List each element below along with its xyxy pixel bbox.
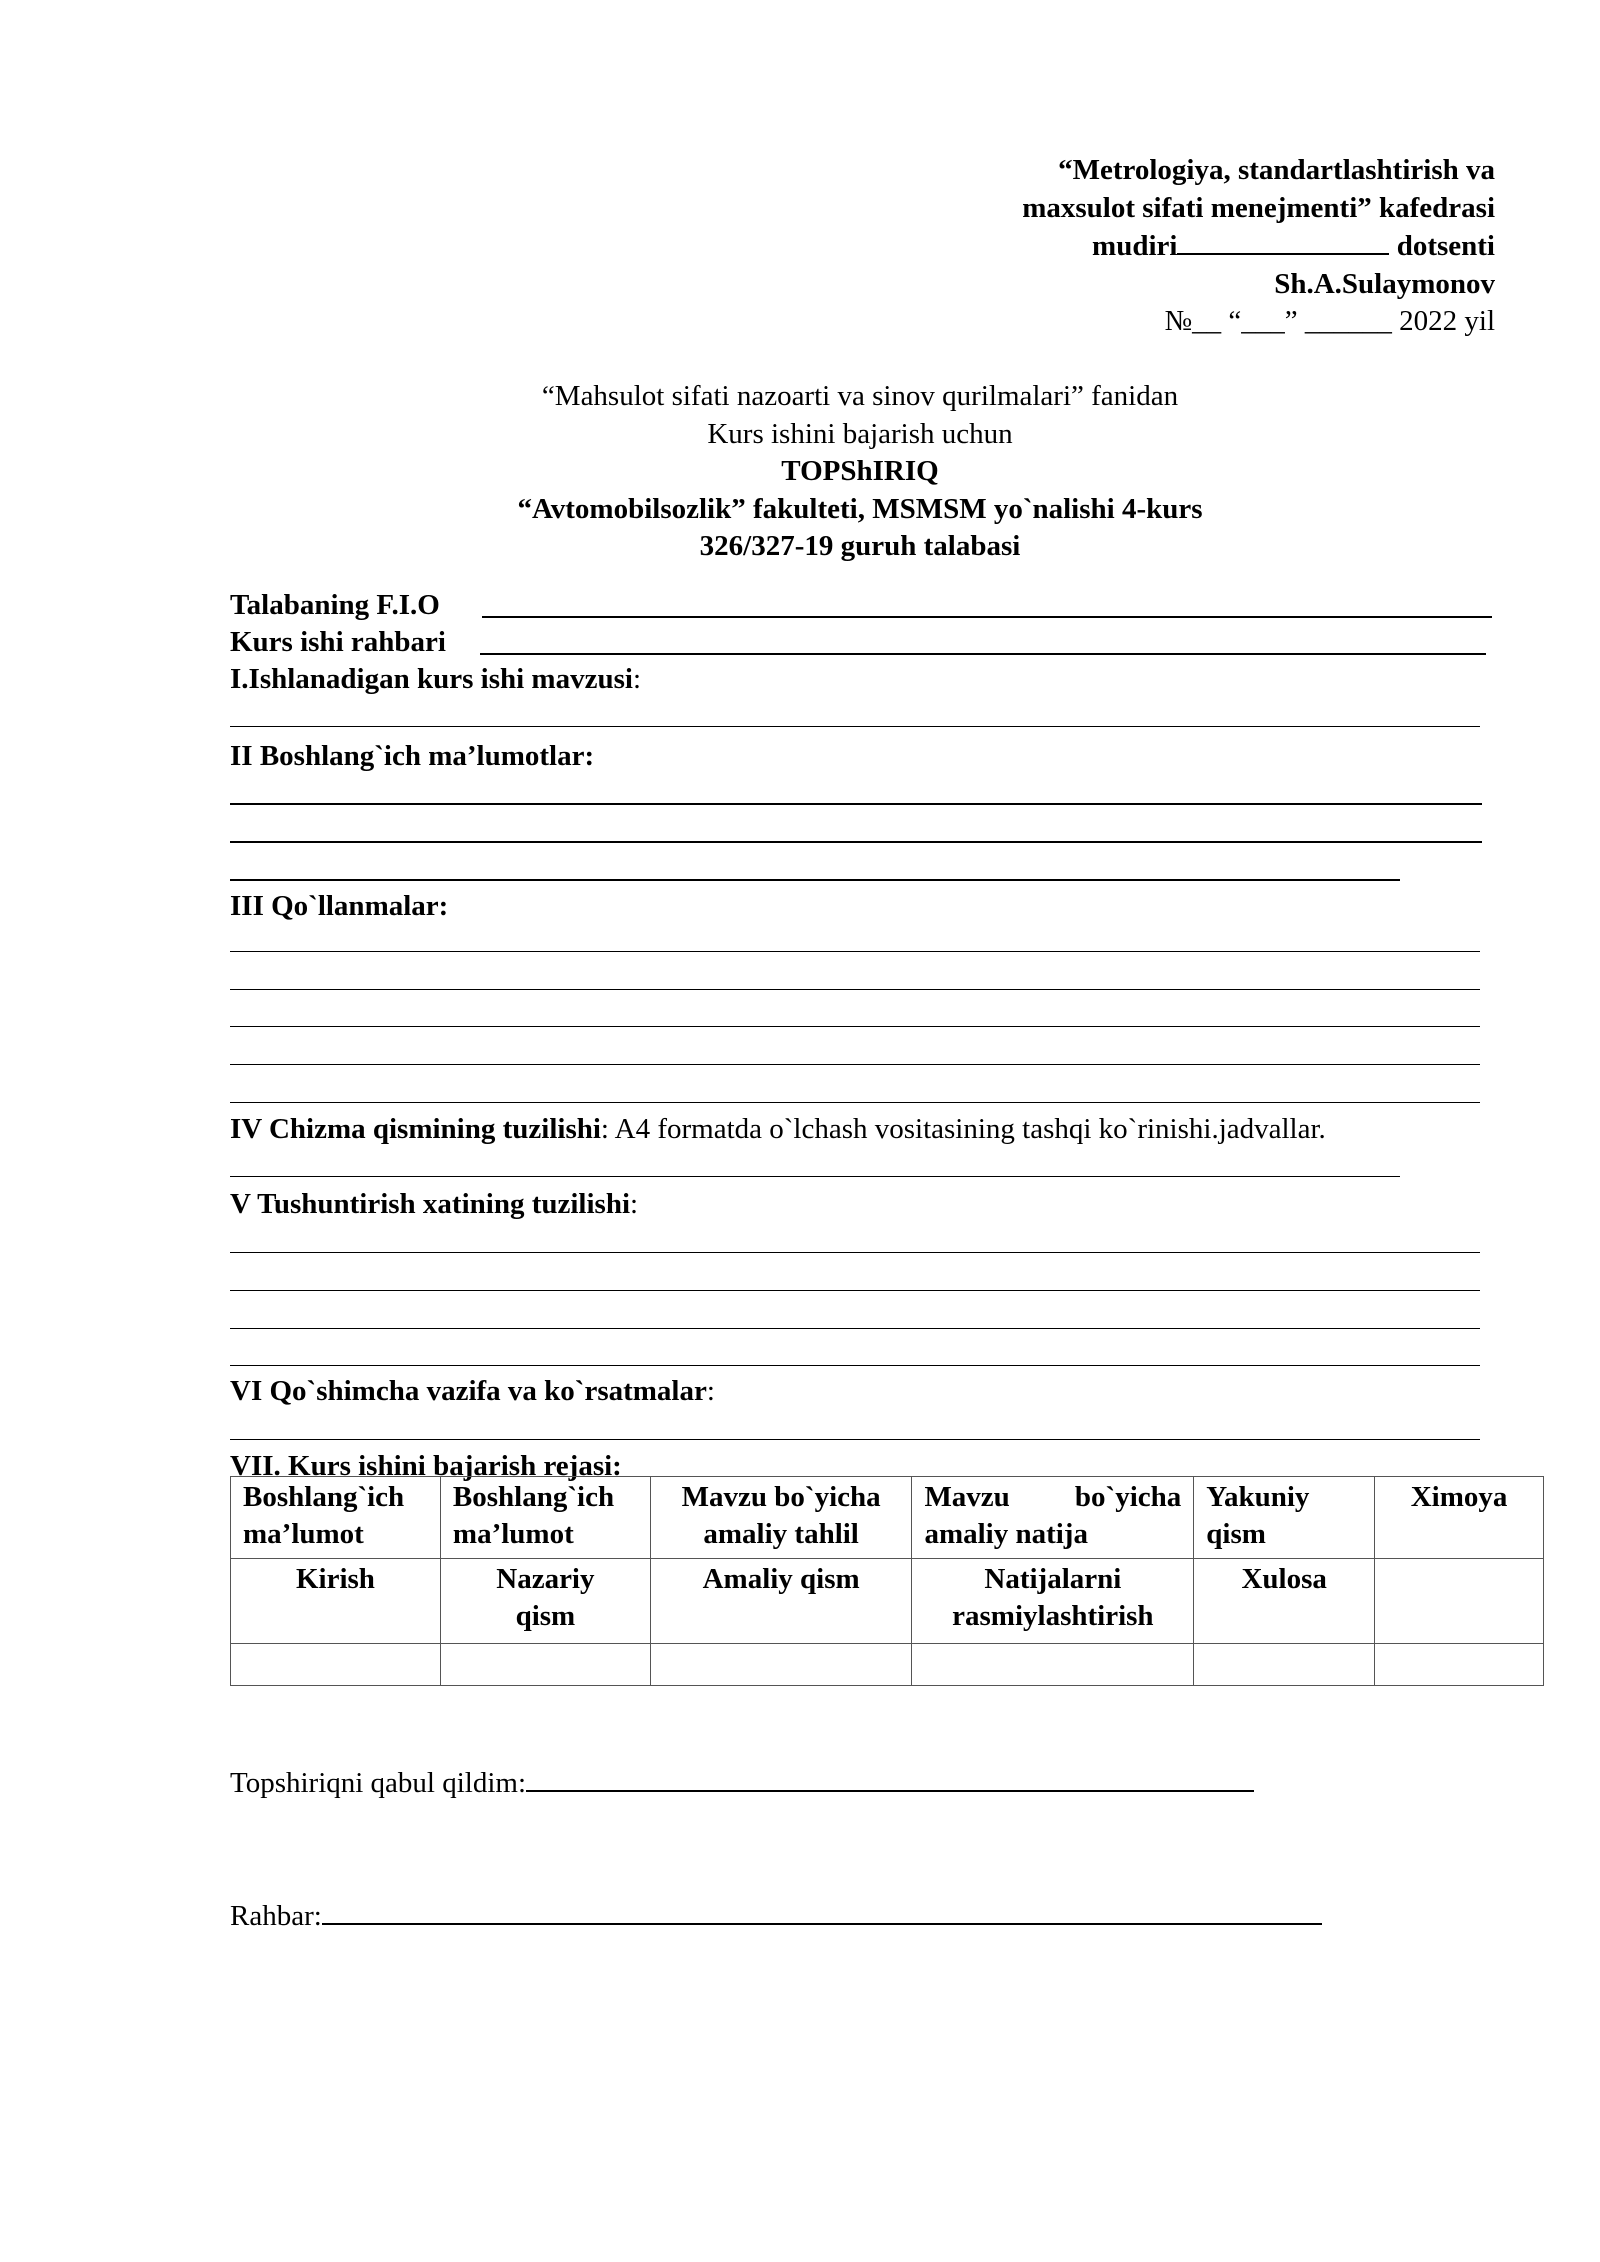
table-cell: Mavzu bo`yicha amaliy natija bbox=[912, 1477, 1194, 1559]
student-name-line[interactable] bbox=[482, 616, 1492, 618]
table-cell: Boshlang`ich ma’lumot bbox=[440, 1477, 650, 1559]
table-cell-empty[interactable] bbox=[1375, 1644, 1544, 1686]
approval-date: №__ “___” ______ 2022 yil bbox=[1164, 305, 1495, 337]
table-cell: Nazariy qism bbox=[440, 1559, 650, 1644]
acceptance-signature-line[interactable] bbox=[526, 1764, 1254, 1792]
purpose-line: Kurs ishini bajarish uchun bbox=[707, 417, 1013, 450]
explanatory-line-4[interactable] bbox=[230, 1365, 1480, 1366]
explanatory-line-1[interactable] bbox=[230, 1252, 1480, 1253]
table-cell-empty[interactable] bbox=[1194, 1644, 1375, 1686]
table-cell: Natijalarni rasmiylashtirish bbox=[912, 1559, 1194, 1644]
table-cell-empty[interactable] bbox=[440, 1644, 650, 1686]
explanatory-label: V Tushuntirish xatining tuzilishi: bbox=[230, 1188, 639, 1220]
supervisor-signature-line[interactable] bbox=[322, 1897, 1322, 1925]
additional-line[interactable] bbox=[230, 1439, 1480, 1440]
approval-block bbox=[795, 152, 1495, 341]
initial-data-line-1[interactable] bbox=[230, 803, 1482, 805]
manuals-line-3[interactable] bbox=[230, 1026, 1480, 1027]
table-cell-empty[interactable] bbox=[912, 1644, 1194, 1686]
document-heading bbox=[230, 378, 1490, 566]
supervisor-label: Kurs ishi rahbari bbox=[230, 626, 446, 658]
table-row bbox=[231, 1477, 1544, 1559]
department-line-2: maxsulot sifati menejmenti” kafedrasi bbox=[1022, 191, 1495, 224]
work-plan-table bbox=[230, 1476, 1544, 1686]
student-name-label: Talabaning F.I.O bbox=[230, 589, 440, 621]
table-row bbox=[231, 1559, 1544, 1644]
table-row[interactable] bbox=[231, 1644, 1544, 1686]
head-signature-blank[interactable] bbox=[1177, 227, 1389, 255]
faculty-line: “Avtomobilsozlik” fakulteti, MSMSM yo`nalishi 4-kurs bbox=[517, 492, 1203, 525]
table-cell: Boshlang`ich ma’lumot bbox=[231, 1477, 441, 1559]
supervisor-line[interactable] bbox=[480, 653, 1486, 655]
manuals-line-5[interactable] bbox=[230, 1102, 1480, 1103]
manuals-line-1[interactable] bbox=[230, 951, 1480, 952]
table-cell bbox=[1375, 1559, 1544, 1644]
table-cell: Ximoya bbox=[1375, 1477, 1544, 1559]
drawing-section: IV Chizma qismining tuzilishi: A4 formatda o`lchash vositasining tashqi ko`rinishi.jadvallar. bbox=[230, 1113, 1326, 1145]
table-cell: Mavzu bo`yicha amaliy tahlil bbox=[650, 1477, 912, 1559]
drawing-line[interactable] bbox=[230, 1176, 1400, 1177]
initial-data-label: II Boshlang`ich ma’lumotlar: bbox=[230, 740, 595, 772]
supervisor-signature: Rahbar: bbox=[230, 1897, 1322, 1934]
table-cell: Xulosa bbox=[1194, 1559, 1375, 1644]
initial-data-line-2[interactable] bbox=[230, 841, 1482, 843]
table-cell: Yakuniy qism bbox=[1194, 1477, 1375, 1559]
manuals-line-4[interactable] bbox=[230, 1064, 1480, 1065]
explanatory-line-2[interactable] bbox=[230, 1290, 1480, 1291]
subject-line: “Mahsulot sifati nazoarti va sinov qurilmalari” fanidan bbox=[541, 380, 1179, 412]
table-cell-empty[interactable] bbox=[650, 1644, 912, 1686]
table-cell: Amaliy qism bbox=[650, 1559, 912, 1644]
table-cell-empty[interactable] bbox=[231, 1644, 441, 1686]
additional-label: VI Qo`shimcha vazifa va ko`rsatmalar: bbox=[230, 1375, 715, 1407]
topic-label: I.Ishlanadigan kurs ishi mavzusi: bbox=[230, 663, 641, 695]
manuals-line-2[interactable] bbox=[230, 989, 1480, 990]
document-title: TOPShIRIQ bbox=[781, 455, 939, 487]
acceptance-signature: Topshiriqni qabul qildim: bbox=[230, 1764, 1254, 1801]
topic-line[interactable] bbox=[230, 726, 1480, 727]
table-cell: Kirish bbox=[231, 1559, 441, 1644]
plan-label: VII. Kurs ishini bajarish rejasi: bbox=[230, 1450, 622, 1482]
initial-data-line-3[interactable] bbox=[230, 879, 1400, 881]
group-line: 326/327-19 guruh talabasi bbox=[699, 530, 1021, 562]
manuals-label: III Qo`llanmalar: bbox=[230, 890, 449, 922]
head-name: Sh.A.Sulaymonov bbox=[1274, 267, 1495, 300]
head-line: mudiri dotsenti bbox=[795, 227, 1495, 266]
explanatory-line-3[interactable] bbox=[230, 1328, 1480, 1329]
department-line-1: “Metrologiya, standartlashtirish va bbox=[1058, 154, 1495, 186]
